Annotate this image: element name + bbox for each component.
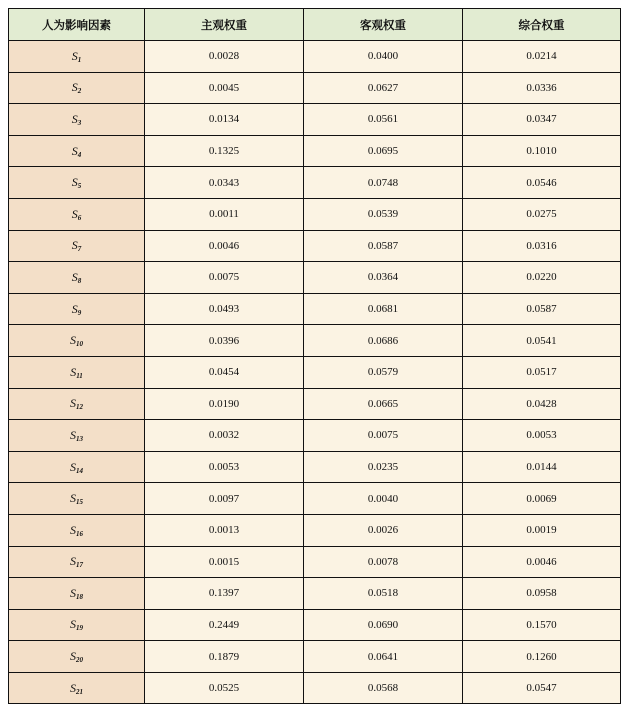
objective-weight-cell: 0.0686 <box>304 325 463 357</box>
factor-cell <box>9 72 145 104</box>
combined-weight-cell: 0.0316 <box>463 230 621 262</box>
factor-subscript: 15 <box>76 498 83 507</box>
factor-symbol: S <box>70 649 76 664</box>
objective-weight-cell: 0.0026 <box>304 514 463 546</box>
objective-weight-cell: 0.0695 <box>304 135 463 167</box>
combined-weight-cell: 0.0019 <box>463 514 621 546</box>
factor-cell <box>9 230 145 262</box>
factor-cell <box>9 388 145 420</box>
table-row <box>9 641 621 673</box>
subjective-weight-cell: 0.0053 <box>145 451 304 483</box>
factor-cell <box>9 420 145 452</box>
header-subjective-weight: 主观权重 <box>145 9 304 41</box>
table-row <box>9 167 621 199</box>
subjective-weight-cell: 0.0075 <box>145 262 304 294</box>
factor-symbol: S <box>70 427 76 442</box>
combined-weight-cell: 0.0275 <box>463 198 621 230</box>
combined-weight-cell: 0.0046 <box>463 546 621 578</box>
objective-weight-cell: 0.0518 <box>304 578 463 610</box>
factor-cell <box>9 293 145 325</box>
subjective-weight-cell: 0.0454 <box>145 356 304 388</box>
factor-cell <box>9 578 145 610</box>
factor-subscript: 6 <box>77 213 82 222</box>
factor-subscript: 17 <box>76 561 83 570</box>
factor-subscript: 19 <box>76 624 83 633</box>
combined-weight-cell: 0.0428 <box>463 388 621 420</box>
subjective-weight-cell: 0.1397 <box>145 578 304 610</box>
subjective-weight-cell: 0.0097 <box>145 483 304 515</box>
factor-symbol: S <box>71 48 78 63</box>
objective-weight-cell: 0.0748 <box>304 167 463 199</box>
objective-weight-cell: 0.0561 <box>304 104 463 136</box>
objective-weight-cell: 0.0641 <box>304 641 463 673</box>
subjective-weight-cell: 0.1879 <box>145 641 304 673</box>
combined-weight-cell: 0.1570 <box>463 609 621 641</box>
subjective-weight-cell: 0.0396 <box>145 325 304 357</box>
factor-subscript: 21 <box>76 687 83 696</box>
header-row <box>9 9 621 41</box>
combined-weight-cell: 0.0546 <box>463 167 621 199</box>
factor-symbol: S <box>70 554 76 569</box>
table-row <box>9 578 621 610</box>
table-row <box>9 230 621 262</box>
combined-weight-cell: 0.0220 <box>463 262 621 294</box>
factor-cell <box>9 356 145 388</box>
objective-weight-cell: 0.0587 <box>304 230 463 262</box>
subjective-weight-cell: 0.0134 <box>145 104 304 136</box>
table-row <box>9 546 621 578</box>
subjective-weight-cell: 0.0028 <box>145 41 304 73</box>
table-header <box>9 9 621 41</box>
table-body <box>9 41 621 704</box>
combined-weight-cell: 0.0069 <box>463 483 621 515</box>
factor-symbol: S <box>70 364 77 379</box>
subjective-weight-cell: 0.0525 <box>145 672 304 704</box>
objective-weight-cell: 0.0400 <box>304 41 463 73</box>
objective-weight-cell: 0.0690 <box>304 609 463 641</box>
factor-cell <box>9 451 145 483</box>
subjective-weight-cell: 0.1325 <box>145 135 304 167</box>
factor-symbol: S <box>70 333 76 348</box>
factor-cell <box>9 514 145 546</box>
table-row <box>9 609 621 641</box>
subjective-weight-cell: 0.2449 <box>145 609 304 641</box>
factor-symbol: S <box>71 238 78 253</box>
factor-subscript: 2 <box>77 87 82 96</box>
table-row <box>9 135 621 167</box>
combined-weight-cell: 0.1260 <box>463 641 621 673</box>
objective-weight-cell: 0.0235 <box>304 451 463 483</box>
table-row <box>9 41 621 73</box>
factor-symbol: S <box>71 269 78 284</box>
factor-symbol: S <box>70 585 76 600</box>
factor-symbol: S <box>71 175 78 190</box>
factor-cell <box>9 672 145 704</box>
objective-weight-cell: 0.0665 <box>304 388 463 420</box>
header-combined-weight: 综合权重 <box>463 9 621 41</box>
table-row <box>9 483 621 515</box>
subjective-weight-cell: 0.0032 <box>145 420 304 452</box>
factor-symbol: S <box>70 491 76 506</box>
factor-symbol: S <box>70 617 76 632</box>
factor-subscript: 14 <box>76 466 83 475</box>
table-row <box>9 514 621 546</box>
factor-subscript: 20 <box>76 656 83 665</box>
factor-cell <box>9 135 145 167</box>
subjective-weight-cell: 0.0343 <box>145 167 304 199</box>
objective-weight-cell: 0.0040 <box>304 483 463 515</box>
factor-cell <box>9 167 145 199</box>
table-row <box>9 198 621 230</box>
factor-cell <box>9 325 145 357</box>
objective-weight-cell: 0.0364 <box>304 262 463 294</box>
objective-weight-cell: 0.0539 <box>304 198 463 230</box>
factor-subscript: 1 <box>77 55 82 64</box>
subjective-weight-cell: 0.0493 <box>145 293 304 325</box>
combined-weight-cell: 0.0541 <box>463 325 621 357</box>
table-row <box>9 325 621 357</box>
combined-weight-cell: 0.0336 <box>463 72 621 104</box>
objective-weight-cell: 0.0579 <box>304 356 463 388</box>
objective-weight-cell: 0.0078 <box>304 546 463 578</box>
table-row <box>9 293 621 325</box>
combined-weight-cell: 0.0547 <box>463 672 621 704</box>
factor-symbol: S <box>70 459 76 474</box>
combined-weight-cell: 0.0144 <box>463 451 621 483</box>
factor-cell <box>9 609 145 641</box>
factor-subscript: 5 <box>77 182 82 191</box>
factor-symbol: S <box>71 80 78 95</box>
factor-symbol: S <box>71 111 78 126</box>
subjective-weight-cell: 0.0015 <box>145 546 304 578</box>
objective-weight-cell: 0.0627 <box>304 72 463 104</box>
factor-subscript: 4 <box>77 150 82 159</box>
factor-cell <box>9 198 145 230</box>
table-row <box>9 104 621 136</box>
combined-weight-cell: 0.0587 <box>463 293 621 325</box>
factor-symbol: S <box>71 143 78 158</box>
factor-cell <box>9 546 145 578</box>
factor-symbol: S <box>70 522 76 537</box>
table-row <box>9 420 621 452</box>
factor-subscript: 7 <box>77 245 82 254</box>
factor-subscript: 11 <box>76 371 83 380</box>
subjective-weight-cell: 0.0046 <box>145 230 304 262</box>
factor-cell <box>9 104 145 136</box>
factor-subscript: 13 <box>76 434 83 443</box>
table-row <box>9 356 621 388</box>
factor-subscript: 10 <box>76 340 83 349</box>
combined-weight-cell: 0.0053 <box>463 420 621 452</box>
factor-subscript: 9 <box>77 308 82 317</box>
factor-cell <box>9 262 145 294</box>
factor-symbol: S <box>70 396 76 411</box>
factor-cell <box>9 483 145 515</box>
table-row <box>9 262 621 294</box>
subjective-weight-cell: 0.0011 <box>145 198 304 230</box>
factor-subscript: 8 <box>77 276 82 285</box>
subjective-weight-cell: 0.0045 <box>145 72 304 104</box>
table-row <box>9 451 621 483</box>
weights-table <box>8 8 621 704</box>
table-row <box>9 672 621 704</box>
combined-weight-cell: 0.0517 <box>463 356 621 388</box>
combined-weight-cell: 0.0214 <box>463 41 621 73</box>
header-objective-weight: 客观权重 <box>304 9 463 41</box>
objective-weight-cell: 0.0568 <box>304 672 463 704</box>
table-row <box>9 388 621 420</box>
factor-subscript: 3 <box>77 118 82 127</box>
combined-weight-cell: 0.1010 <box>463 135 621 167</box>
subjective-weight-cell: 0.0190 <box>145 388 304 420</box>
factor-symbol: S <box>71 206 78 221</box>
factor-subscript: 16 <box>76 529 83 538</box>
combined-weight-cell: 0.0958 <box>463 578 621 610</box>
objective-weight-cell: 0.0681 <box>304 293 463 325</box>
factor-subscript: 12 <box>76 403 83 412</box>
subjective-weight-cell: 0.0013 <box>145 514 304 546</box>
factor-cell <box>9 641 145 673</box>
table-row <box>9 72 621 104</box>
objective-weight-cell: 0.0075 <box>304 420 463 452</box>
factor-subscript: 18 <box>76 592 83 601</box>
combined-weight-cell: 0.0347 <box>463 104 621 136</box>
factor-symbol: S <box>71 301 78 316</box>
factor-symbol: S <box>70 680 76 695</box>
header-factor: 人为影响因素 <box>9 9 145 41</box>
factor-cell <box>9 41 145 73</box>
